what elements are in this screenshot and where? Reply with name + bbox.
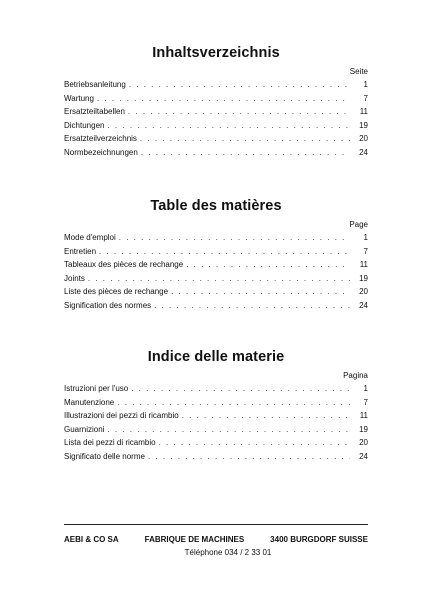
toc-entry <box>64 146 368 160</box>
entry-page: 20 <box>359 134 368 144</box>
section-title: Inhaltsverzeichnis <box>152 45 280 61</box>
entry-label: Liste des pièces de rechange <box>64 287 169 297</box>
company-name: AEBI & CO SA <box>64 535 119 544</box>
dot-leader <box>131 382 350 396</box>
entry-label: Wartung <box>64 93 94 103</box>
entry-label: Ersatzteilverzeichnis <box>64 134 137 144</box>
page-column-label: Seite <box>349 67 368 76</box>
entry-label: Mode d'emploi <box>64 233 116 242</box>
dot-leader <box>128 105 350 119</box>
entry-page: 24 <box>359 147 368 157</box>
publisher-footer <box>64 534 368 559</box>
entry-label: Normbezeichnungen <box>64 147 138 157</box>
entry-label: Entretien <box>64 246 97 256</box>
company-description: FABRIQUE DE MACHINES <box>144 535 245 544</box>
footer-divider <box>64 524 368 525</box>
entry-page: 20 <box>359 438 368 448</box>
entry-page: 24 <box>359 451 368 461</box>
toc-entry <box>64 78 368 92</box>
dot-leader <box>117 396 350 410</box>
entry-label: Significato delle norme <box>64 451 145 461</box>
entry-page: 19 <box>359 120 368 130</box>
entry-label: Ersatzteiltabellen <box>64 107 125 117</box>
entry-page: 24 <box>359 300 368 310</box>
entry-label: Guarnizioni <box>64 424 105 434</box>
toc-entry <box>64 245 368 259</box>
toc-entry <box>64 436 368 450</box>
dot-leader <box>182 409 350 423</box>
dot-leader <box>154 299 350 313</box>
toc-entry <box>64 231 368 245</box>
entry-page: 1 <box>363 80 368 89</box>
entry-page: 20 <box>359 287 368 297</box>
dot-leader <box>141 146 350 160</box>
entry-label: Joints <box>64 273 85 283</box>
company-phone: Téléphone 034 / 2 33 01 <box>184 548 272 557</box>
toc-entry <box>64 450 368 464</box>
toc-entry <box>64 92 368 106</box>
entry-label: Illustrazioni dei pezzi di ricambio <box>64 411 179 421</box>
page-column-label: Pagina <box>343 371 368 380</box>
entry-page: 11 <box>359 411 368 421</box>
toc-section-german <box>64 44 368 160</box>
entry-label: Manutenzione <box>64 397 115 407</box>
toc-entry <box>64 382 368 396</box>
company-location: 3400 BURGDORF SUISSE <box>270 535 368 544</box>
toc-section-italian <box>64 348 368 464</box>
dot-leader <box>159 436 350 450</box>
entry-label: Betriebsanleitung <box>64 80 126 89</box>
entry-page: 11 <box>359 107 368 117</box>
entry-label: Dichtungen <box>64 120 105 130</box>
page-column-label: Page <box>349 220 368 229</box>
entry-label: Tableaux des pièces de rechange <box>64 260 184 270</box>
dot-leader <box>129 78 350 92</box>
dot-leader <box>186 258 350 272</box>
dot-leader <box>97 92 350 106</box>
toc-entry <box>64 409 368 423</box>
toc-section-french <box>64 197 368 313</box>
dot-leader <box>88 272 350 286</box>
dot-leader <box>107 119 350 133</box>
entry-page: 19 <box>359 273 368 283</box>
dot-leader <box>119 231 350 245</box>
entry-page: 1 <box>363 233 368 242</box>
dot-leader <box>99 245 350 259</box>
toc-entry <box>64 272 368 286</box>
dot-leader <box>107 423 350 437</box>
dot-leader <box>171 285 350 299</box>
toc-entry <box>64 299 368 313</box>
section-title: Table des matières <box>150 198 282 214</box>
entry-page: 7 <box>363 246 368 256</box>
entry-page: 11 <box>359 260 368 270</box>
toc-entry <box>64 258 368 272</box>
toc-entry <box>64 119 368 133</box>
entry-page: 19 <box>359 424 368 434</box>
toc-entry <box>64 423 368 437</box>
entry-page: 7 <box>363 397 368 407</box>
section-title: Indice delle materie <box>147 349 285 365</box>
entry-page: 1 <box>363 384 368 393</box>
entry-label: Signification des normes <box>64 300 152 310</box>
dot-leader <box>148 450 350 464</box>
toc-entry <box>64 132 368 146</box>
dot-leader <box>140 132 350 146</box>
entry-label: Lista dei pezzi di ricambio <box>64 438 156 448</box>
entry-page: 7 <box>363 93 368 103</box>
toc-entry <box>64 285 368 299</box>
toc-entry <box>64 105 368 119</box>
entry-label: Istruzioni per l'uso <box>64 384 129 393</box>
toc-entry <box>64 396 368 410</box>
